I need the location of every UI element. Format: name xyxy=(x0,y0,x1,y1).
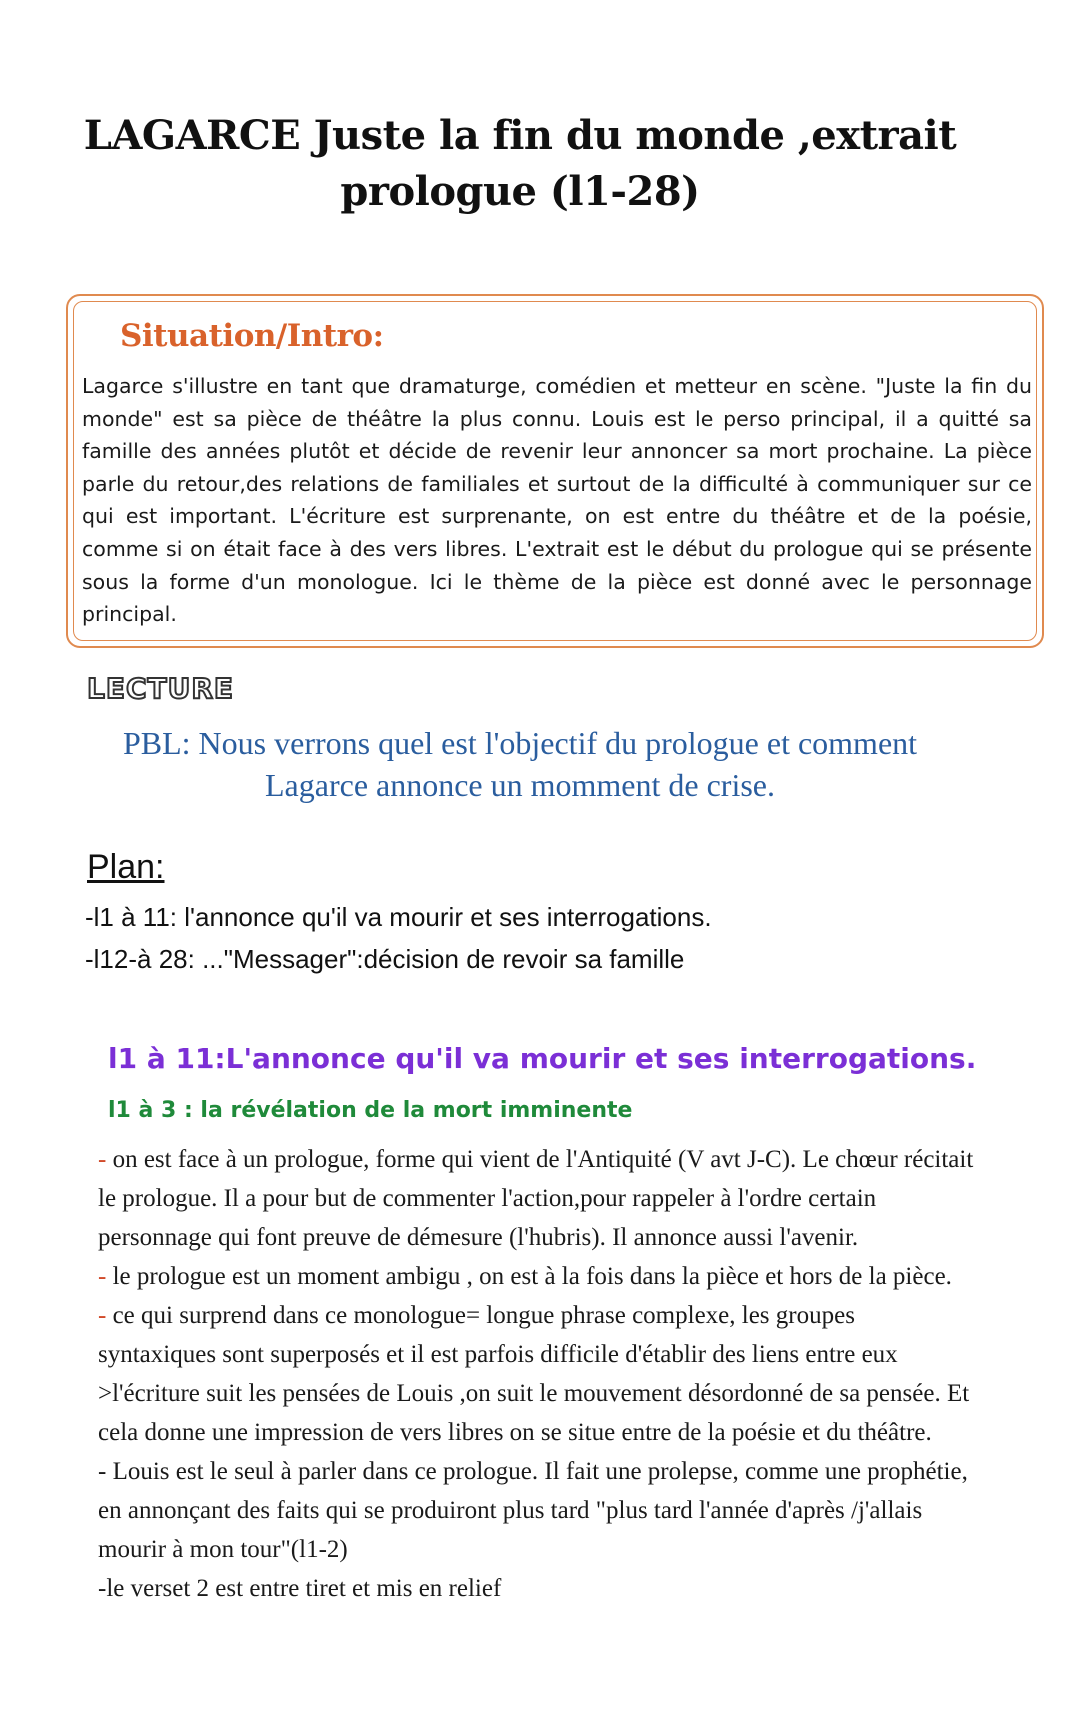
paragraph-text: ce qui surprend dans ce monologue= longue phrase complexe, les groupes syntaxiques sont superposés et il est parfois difficile d'établir des liens entre eux >l'écriture suit les pensées de Louis ,on suit le mouvement désordonné de sa pensée. Et cela donne une impression de vers libres on se situe entre de la poésie et du théâtre. xyxy=(98,1302,970,1446)
pbl-line-1: PBL: Nous verrons quel est l'objectif du prologue et comment xyxy=(122,725,918,761)
analysis-paragraph xyxy=(98,1452,978,1569)
plan-title: Plan: xyxy=(87,848,165,886)
intro-heading: Situation/Intro: xyxy=(120,318,384,354)
dash-marker: - xyxy=(98,1263,107,1290)
pbl-line-2: Lagarce annonce un momment de crise. xyxy=(265,767,775,803)
title-line-1: LAGARCE Juste la fin du monde ,extrait xyxy=(83,112,957,159)
analysis-paragraph xyxy=(98,1296,978,1452)
dash-marker: - xyxy=(98,1146,107,1173)
analysis-paragraph xyxy=(98,1569,978,1608)
intro-text: Lagarce s'illustre en tant que dramaturge, comédien et metteur en scène. "Juste la fin du monde" est sa pièce de théâtre la plus connu. Louis est le perso principal, il a quitté sa famille des années plutôt et décide de revenir leur annoncer sa mort prochaine. La pièce parle du retour,des relations de familiales et surtout de la difficulté à communiquer sur ce qui est important. L'écriture est surprenante, on est entre du théâtre et de la poésie, comme si on était face à des vers libres. L'extrait est le début du prologue qui se présente sous la forme d'un monologue. Ici le thème de la pièce est donné avec le personnage principal. xyxy=(82,374,1032,627)
paragraph-text: - Louis est le seul à parler dans ce prologue. Il fait une prolepse, comme une prophétie, en annonçant des faits qui se produiront plus tard "plus tard l'année d'après /j'allais mourir à mon tour"(l1-2) xyxy=(98,1458,968,1563)
section-heading: l1 à 11:L'annonce qu'il va mourir et ses interrogations. xyxy=(108,1042,977,1075)
title-line-2: prologue (l1-28) xyxy=(340,168,700,215)
plan-list xyxy=(85,896,712,980)
plan-item: -l12-à 28: ..."Messager":décision de revoir sa famille xyxy=(85,944,685,974)
plan-item: -l1 à 11: l'annonce qu'il va mourir et ses interrogations. xyxy=(85,902,712,932)
analysis-body xyxy=(98,1140,978,1608)
problematic xyxy=(0,722,1040,806)
paragraph-text: le prologue est un moment ambigu , on est à la fois dans la pièce et hors de la pièce. xyxy=(106,1263,952,1290)
section-subheading: l1 à 3 : la révélation de la mort imminente xyxy=(108,1098,633,1123)
dash-marker: - xyxy=(98,1302,107,1329)
paragraph-text: on est face à un prologue, forme qui vient de l'Antiquité (V avt J-C). Le chœur récitait le prologue. Il a pour but de commenter l'action,pour rappeler à l'ordre certain personnage qui font preuve de démesure (l'hubris). Il annonce aussi l'avenir. xyxy=(98,1146,974,1251)
analysis-paragraph xyxy=(98,1140,978,1257)
analysis-paragraph xyxy=(98,1257,978,1296)
lecture-label: LECTURE xyxy=(87,672,235,705)
page-title xyxy=(0,108,1040,220)
paragraph-text: -le verset 2 est entre tiret et mis en relief xyxy=(98,1575,502,1602)
